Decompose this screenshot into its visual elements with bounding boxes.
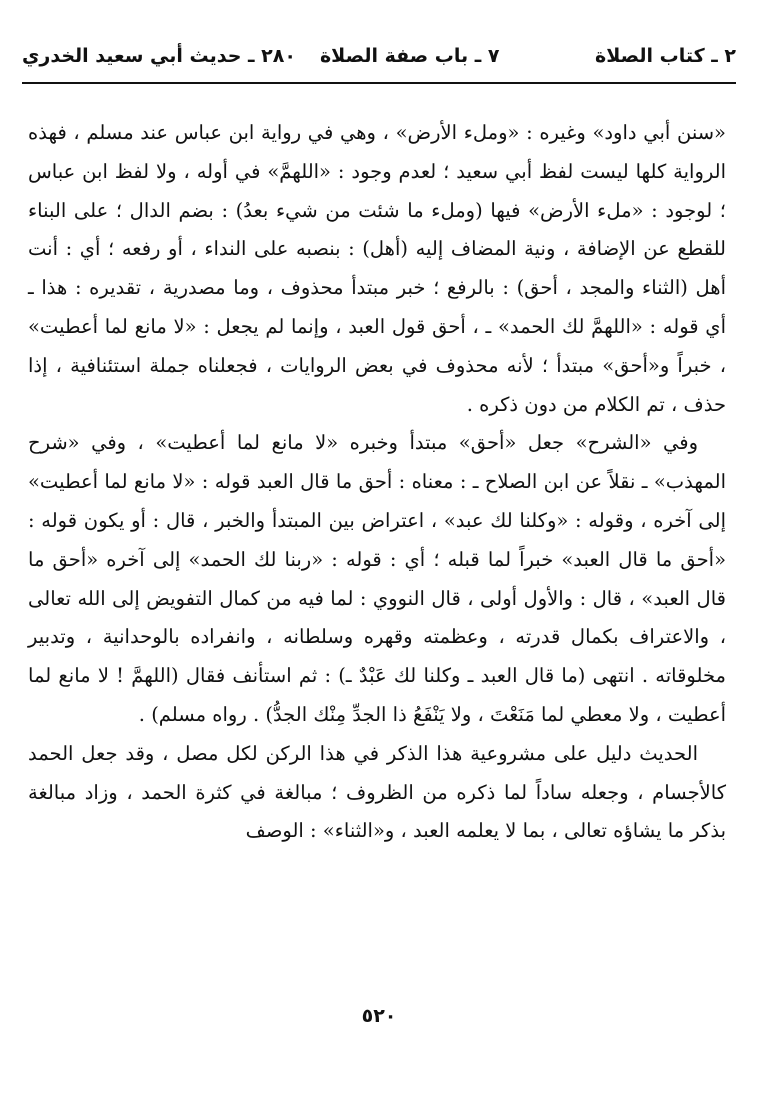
header-hadith: ٢٨٠ ـ حديث أبي سعيد الخدري [22, 45, 296, 67]
paragraph-2: وفي «الشرح» جعل «أحق» مبتدأ وخبره «لا مانع لما أعطيت» ، وفي «شرح المهذب» ـ نقلاً عن ابن الصلاح ـ : معناه : أحق ما قال العبد قوله : «لا مانع لما أعطيت» إلى آخره ، وقوله : «وكلنا لك عبد» ، اعتراض بين المبتدأ والخبر ، قال : أو يكون قوله : «أحق ما قال العبد» خبراً لما قبله ؛ أي : قوله : «ربنا لك الحمد» إلى آخره «أحق ما قال العبد» ، قال : والأول أولى ، قال النووي : لما فيه من كمال التفويض إلى الله تعالى ، والاعتراف بكمال قدرته ، وعظمته وقهره وسلطانه ، وانفراده بالوحدانية ، وتدبير مخلوقاته . انتهى (ما قال العبد ـ وكلنا لك عَبْدٌ ـ) : ثم استأنف فقال (اللهمَّ ! لا مانع لما أعطيت ، ولا معطي لما مَنَعْتَ ، ولا يَنْفَعُ ذا الجدِّ مِنْك الجدُّ) . رواه مسلم) . [28, 431, 726, 726]
paragraph-3: الحديث دليل على مشروعية هذا الذكر في هذا الركن لكل مصل ، وقد جعل الحمد كالأجسام ، وجعله ساداً لما ذكره من الظروف ؛ مبالغة في كثرة الحمد ، وزاد مبالغة بذكر ما يشاؤه تعالى ، بما لا يعلمه العبد ، و«الثناء» : الوصف [28, 741, 726, 843]
paragraph-1: «سنن أبي داود» وغيره : «وملء الأرض» ، وهي في رواية ابن عباس عند مسلم ، فهذه الرواية كلها ليست لفظ أبي سعيد ؛ لعدم وجود : «اللهمَّ» في أوله ، ولا لفظ ابن عباس ؛ لوجود : «ملء الأرض» فيها (وملء ما شئت من شيء بعدُ) : بضم الدال ؛ على البناء للقطع عن الإضافة ، ونية المضاف إليه (أهل) : بنصبه على النداء ، أو رفعه ؛ أي : أنت أهل (الثناء والمجد ، أحق) : بالرفع ؛ خبر مبتدأ محذوف ، وما مصدرية ، تقديره : هذا ـ أي قوله : «اللهمَّ لك الحمد» ـ ، أحق قول العبد ، وإنما لم يجعل : «لا مانع لما أعطيت» ، خبراً و«أحق» مبتدأ ؛ لأنه محذوف في بعض الروايات ، فجعلناه جملة استئنافية ، إذا حذف ، تم الكلام من دون ذكره . [28, 121, 726, 416]
header-rule [22, 82, 736, 84]
running-header [22, 36, 736, 76]
header-right-group [22, 45, 499, 67]
header-chapter: ٢ ـ كتاب الصلاة [595, 45, 736, 67]
body-text [28, 114, 726, 851]
header-section: ٧ ـ باب صفة الصلاة [319, 45, 500, 67]
page-number: ٥٢٠ [361, 1005, 397, 1027]
